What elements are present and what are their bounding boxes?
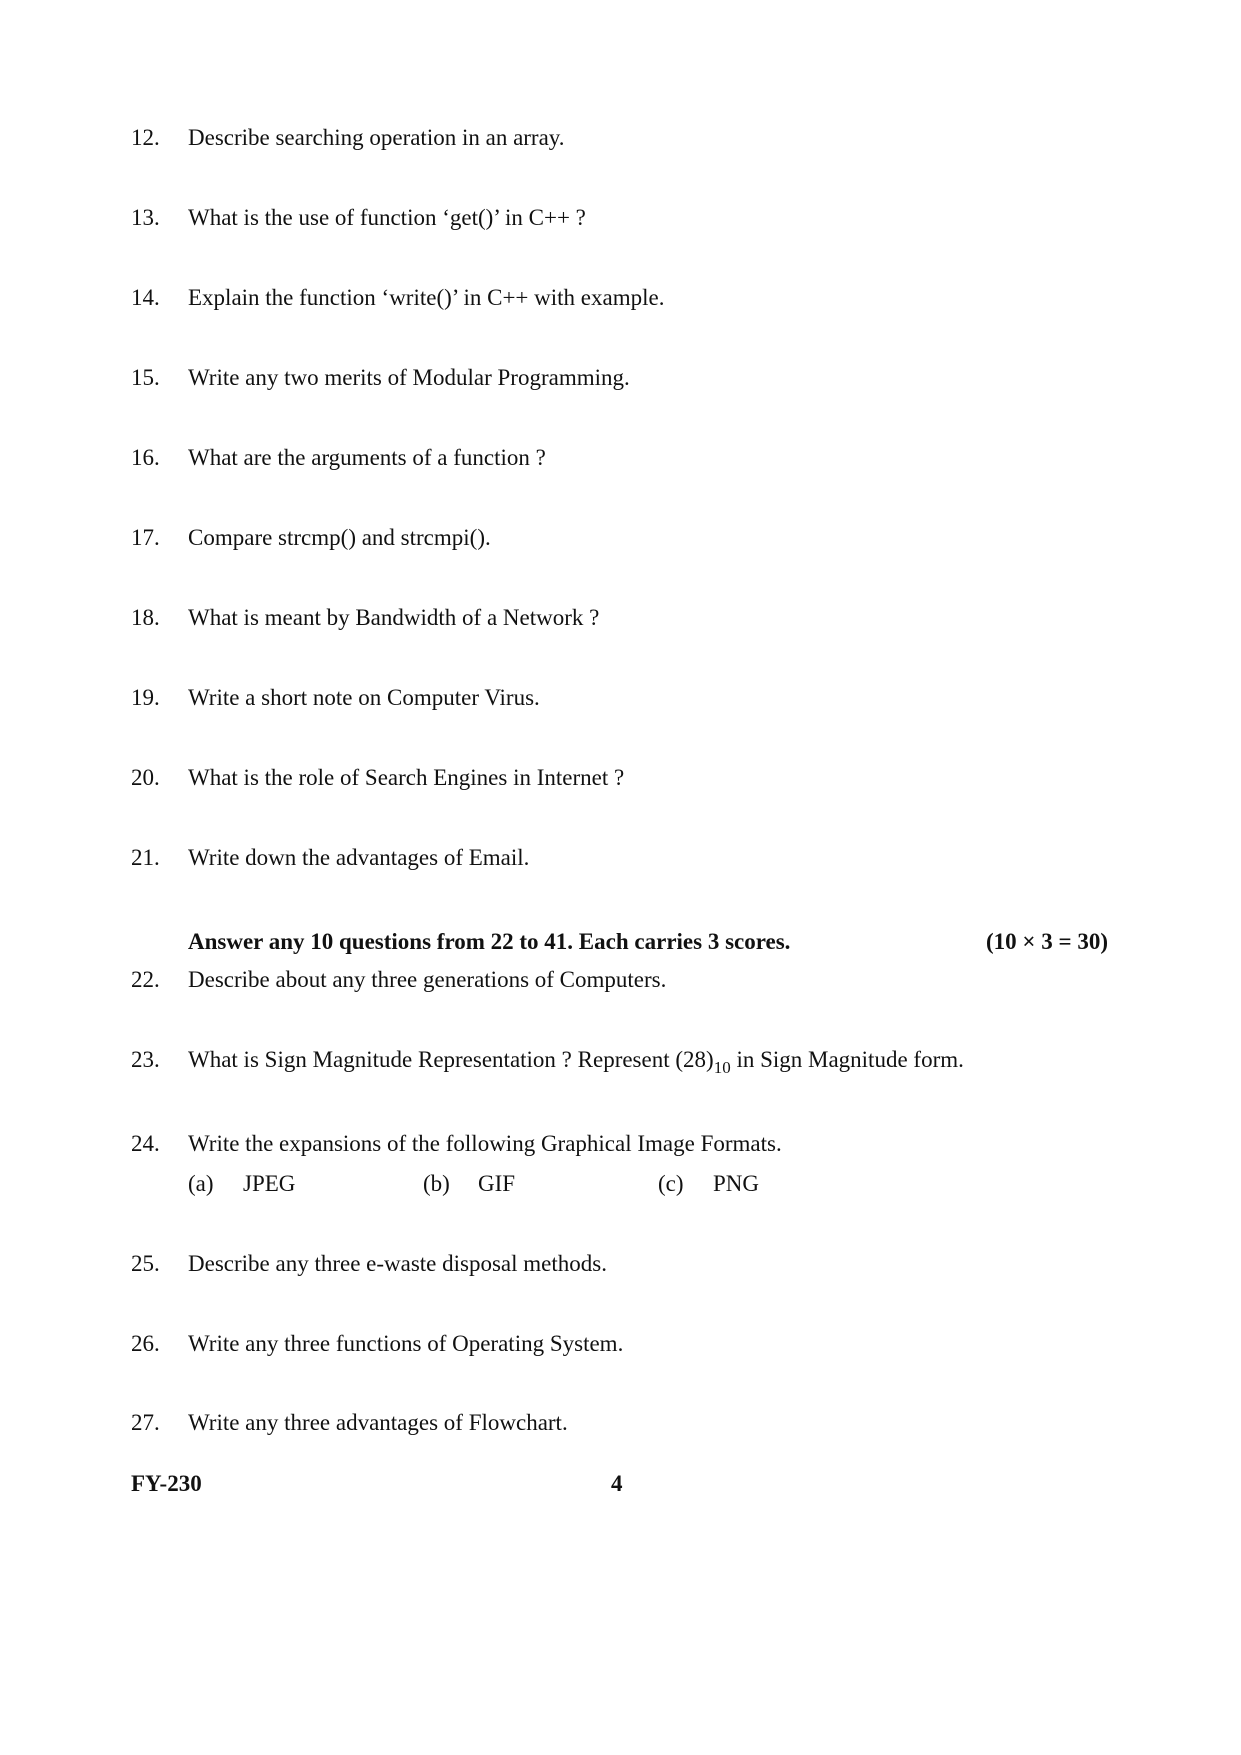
question-20 [131, 764, 624, 792]
question-number: 25. [131, 1251, 160, 1276]
option-text: GIF [478, 1171, 516, 1196]
option-label: (b) [423, 1171, 450, 1196]
question-21 [131, 844, 529, 872]
question-text: What is the use of function ‘get()’ in C++ ? [188, 205, 586, 230]
option-text: JPEG [243, 1171, 296, 1196]
option-label: (c) [658, 1171, 684, 1196]
question-23 [131, 1046, 964, 1082]
option-b [423, 1170, 515, 1198]
question-number: 17. [131, 525, 160, 550]
question-13 [131, 204, 586, 232]
question-text: Write the expansions of the following Graphical Image Formats. [188, 1131, 782, 1156]
section-instruction-text: Answer any 10 questions from 22 to 41. Each carries 3 scores. [188, 929, 791, 954]
question-15 [131, 364, 630, 392]
option-label: (a) [188, 1171, 214, 1196]
question-number: 18. [131, 605, 160, 630]
question-text: Explain the function ‘write()’ in C++ with example. [188, 285, 665, 310]
question-number: 22. [131, 967, 160, 992]
question-19 [131, 684, 540, 712]
question-24 [131, 1130, 782, 1158]
question-14 [131, 284, 664, 312]
question-22 [131, 966, 666, 994]
question-text: What is the role of Search Engines in Internet ? [188, 765, 625, 790]
question-number: 13. [131, 205, 160, 230]
question-number: 23. [131, 1047, 160, 1072]
question-17 [131, 524, 491, 552]
option-text: PNG [713, 1171, 760, 1196]
question-text: Describe any three e-waste disposal methods. [188, 1251, 607, 1276]
question-number: 19. [131, 685, 160, 710]
question-number: 12. [131, 125, 160, 150]
question-text-continued: in Sign Magnitude form. [730, 1047, 964, 1072]
section-instruction [188, 928, 1108, 956]
option-c [658, 1170, 759, 1198]
paper-code: FY-230 [131, 1471, 202, 1496]
question-number: 26. [131, 1331, 160, 1356]
question-text: Describe about any three generations of Computers. [188, 967, 667, 992]
question-text: Write any three advantages of Flowchart. [188, 1410, 568, 1435]
question-text: What is meant by Bandwidth of a Network ? [188, 605, 600, 630]
question-26 [131, 1330, 623, 1358]
question-number: 14. [131, 285, 160, 310]
question-text: Write any two merits of Modular Programming. [188, 365, 630, 390]
question-number: 21. [131, 845, 160, 870]
question-text: What is Sign Magnitude Representation ? Represent (28) [188, 1047, 714, 1072]
question-number: 20. [131, 765, 160, 790]
question-12 [131, 124, 565, 152]
question-text: Write a short note on Computer Virus. [188, 685, 540, 710]
page-number: 4 [611, 1471, 623, 1496]
question-number: 15. [131, 365, 160, 390]
subscript-base: 10 [713, 1058, 731, 1077]
question-text: Describe searching operation in an array. [188, 125, 565, 150]
option-a [188, 1170, 295, 1198]
question-16 [131, 444, 546, 472]
question-number: 16. [131, 445, 160, 470]
question-text: What are the arguments of a function ? [188, 445, 546, 470]
question-text: Compare strcmp() and strcmpi(). [188, 525, 491, 550]
question-27 [131, 1409, 568, 1437]
question-18 [131, 604, 599, 632]
question-text: Write down the advantages of Email. [188, 845, 530, 870]
question-text: Write any three functions of Operating System. [188, 1331, 624, 1356]
question-25 [131, 1250, 607, 1278]
question-number: 24. [131, 1131, 160, 1156]
section-marks: (10 × 3 = 30) [985, 929, 1108, 954]
question-number: 27. [131, 1410, 160, 1435]
